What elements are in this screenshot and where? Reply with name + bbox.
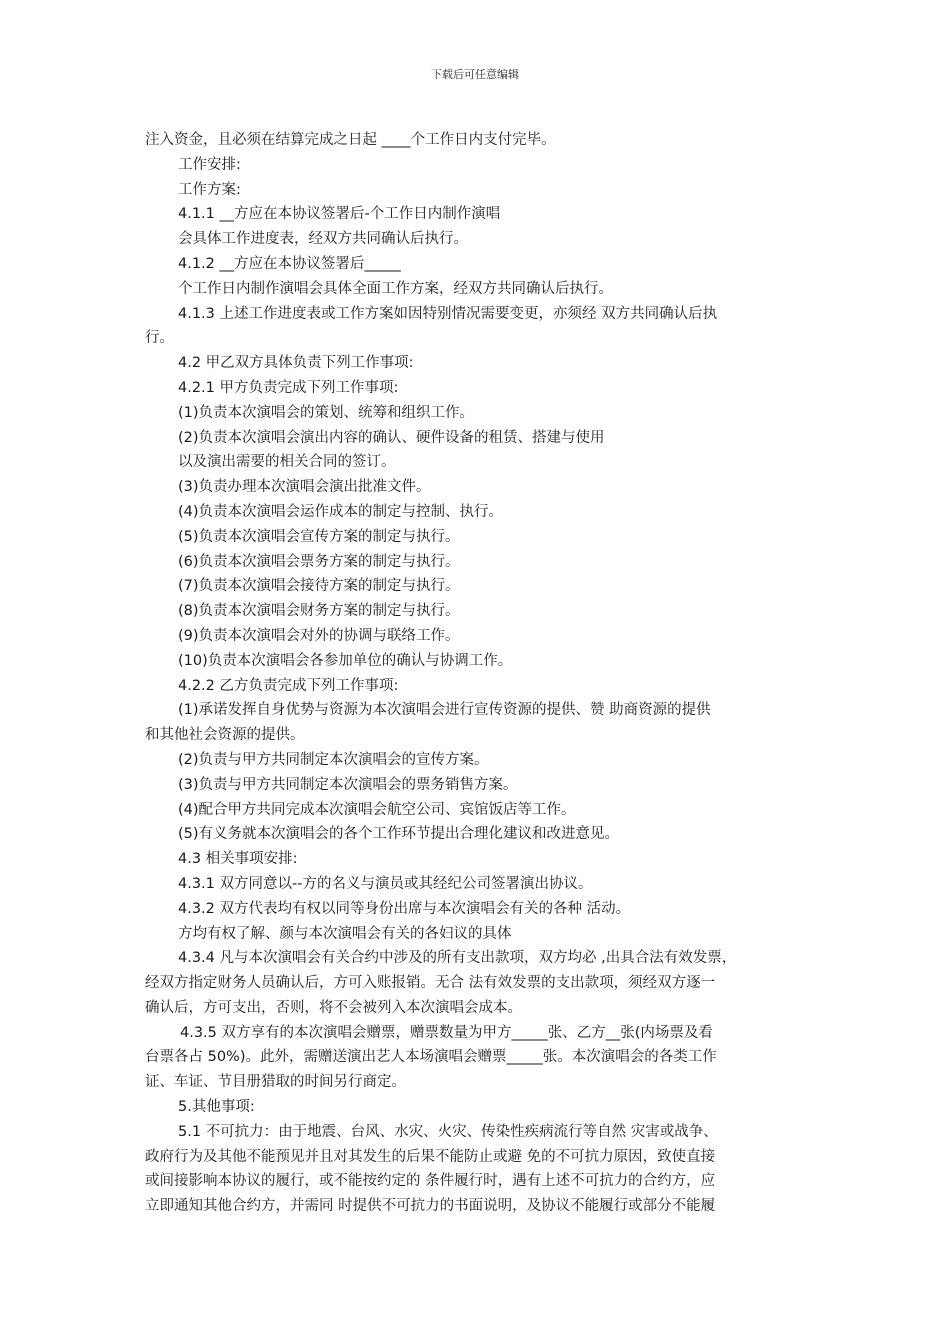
text-line: (6)负责本次演唱会票务方案的制定与执行。 [178,553,460,570]
text-line: 工作安排: [178,156,241,173]
text-line: 工作方案: [178,181,241,198]
text-line: 4.2.2 乙方负责完成下列工作事项: [178,677,399,694]
text-line: 经双方指定财务人员确认后，方可入账报销。无合 法有效发票的支出款项，须经双方逐一 [145,975,716,992]
text-line: (3)负责办理本次演唱会演出批准文件。 [178,479,431,496]
text-line: 证、车证、节目册猎取的时间另行商定。 [145,1074,406,1091]
text-line: 5.1 不可抗力：由于地震、台风、水灾、火灾、传染性疾病流行等自然 灾害或战争、 [178,1123,718,1140]
text-line: 或间接影响本协议的履行，或不能按约定的 条件履行时，遇有上述不可抗力的合约方，应 [145,1173,716,1190]
text-line: 5.其他事项: [178,1099,255,1116]
text-line: 和其他社会资源的提供。 [145,727,305,744]
text-line: 方均有权了解、颜与本次演唱会有关的各妇议的具体 [178,925,512,942]
text-line: 会具体工作进度表，经双方共同确认后执行。 [178,231,468,248]
text-line: (9)负责本次演唱会对外的协调与联络工作。 [178,627,460,644]
text-line: 行。 [145,330,174,347]
text-line: 个工作日内制作演唱会具体全面工作方案，经双方共同确认后执行。 [178,280,613,297]
text-line: 4.3.5 双方享有的本次演唱会赠票，赠票数量为甲方_____张、乙方__张(内场票及看 [180,1024,713,1041]
document-body [145,128,813,1219]
text-line: 立即通知其他合约方，并需同 时提供不可抗力的书面说明，及协议不能履行或部分不能履 [145,1198,716,1215]
text-line: 4.3.1 双方同意以--方的名义与演员或其经纪公司签署演出协议。 [178,875,593,892]
text-line: (5)负责本次演唱会宣传方案的制定与执行。 [178,528,460,545]
text-line: (2)负责本次演唱会演出内容的确认、硬件设备的租赁、搭建与使用 [178,429,605,446]
text-line: 确认后，方可支出，否则，将不会被列入本次演唱会成本。 [145,999,522,1016]
text-line: (5)有义务就本次演唱会的各个工作环节提出合理化建议和改进意见。 [178,826,620,843]
text-line: 政府行为及其他不能预见并且对其发生的后果不能防止或避 免的不可抗力原因，致使直接 [145,1148,716,1165]
text-line: (7)负责本次演唱会接待方案的制定与执行。 [178,578,460,595]
text-line: 4.1.1 __方应在本协议签署后-个工作日内制作演唱 [178,206,501,223]
text-line: (4)配合甲方共同完成本次演唱会航空公司、宾馆饭店等工作。 [178,801,576,818]
text-line: 注入资金，且必须在结算完成之日起 ____个工作日内支付完毕。 [145,132,556,148]
text-line: (2)负责与甲方共同制定本次演唱会的宣传方案。 [178,751,489,768]
text-line: 4.1.3 上述工作进度表或工作方案如因特别情况需要变更，亦须经 双方共同确认后执 [178,305,718,322]
text-line: (10)负责本次演唱会各参加单位的确认与协调工作。 [178,652,513,669]
text-line: (1)承诺发挥自身优势与资源为本次演唱会进行宣传资源的提供、赞 助商资源的提供 [178,702,711,719]
text-line: (4)负责本次演唱会运作成本的制定与控制、执行。 [178,503,504,520]
text-line: 以及演出需要的相关合同的签订。 [178,454,396,471]
page-header: 下载后可任意编辑 [431,68,519,81]
text-line: 4.1.2 __方应在本协议签署后_____ [178,255,401,272]
text-line: 4.2.1 甲方负责完成下列工作事项: [178,379,399,396]
text-line: (3)负责与甲方共同制定本次演唱会的票务销售方案。 [178,776,518,793]
text-line: 4.2 甲乙双方具体负责下列工作事项: [178,355,414,372]
text-line: 4.3.2 双方代表均有权以同等身份出席与本次演唱会有关的各种 活动。 [178,900,631,917]
text-line: 4.3 相关事项安排: [178,851,298,868]
text-line: 4.3.4 凡与本次演唱会有关合约中涉及的所有支出款项，双方均必 ,出具合法有效发票， [178,950,737,967]
text-line: (8)负责本次演唱会财务方案的制定与执行。 [178,603,460,620]
text-line: (1)负责本次演唱会的策划、统筹和组织工作。 [178,404,475,421]
text-line: 台票各占 50%)。此外，需赠送演出艺人本场演唱会赠票_____张。本次演唱会的各类工作 [145,1049,717,1066]
